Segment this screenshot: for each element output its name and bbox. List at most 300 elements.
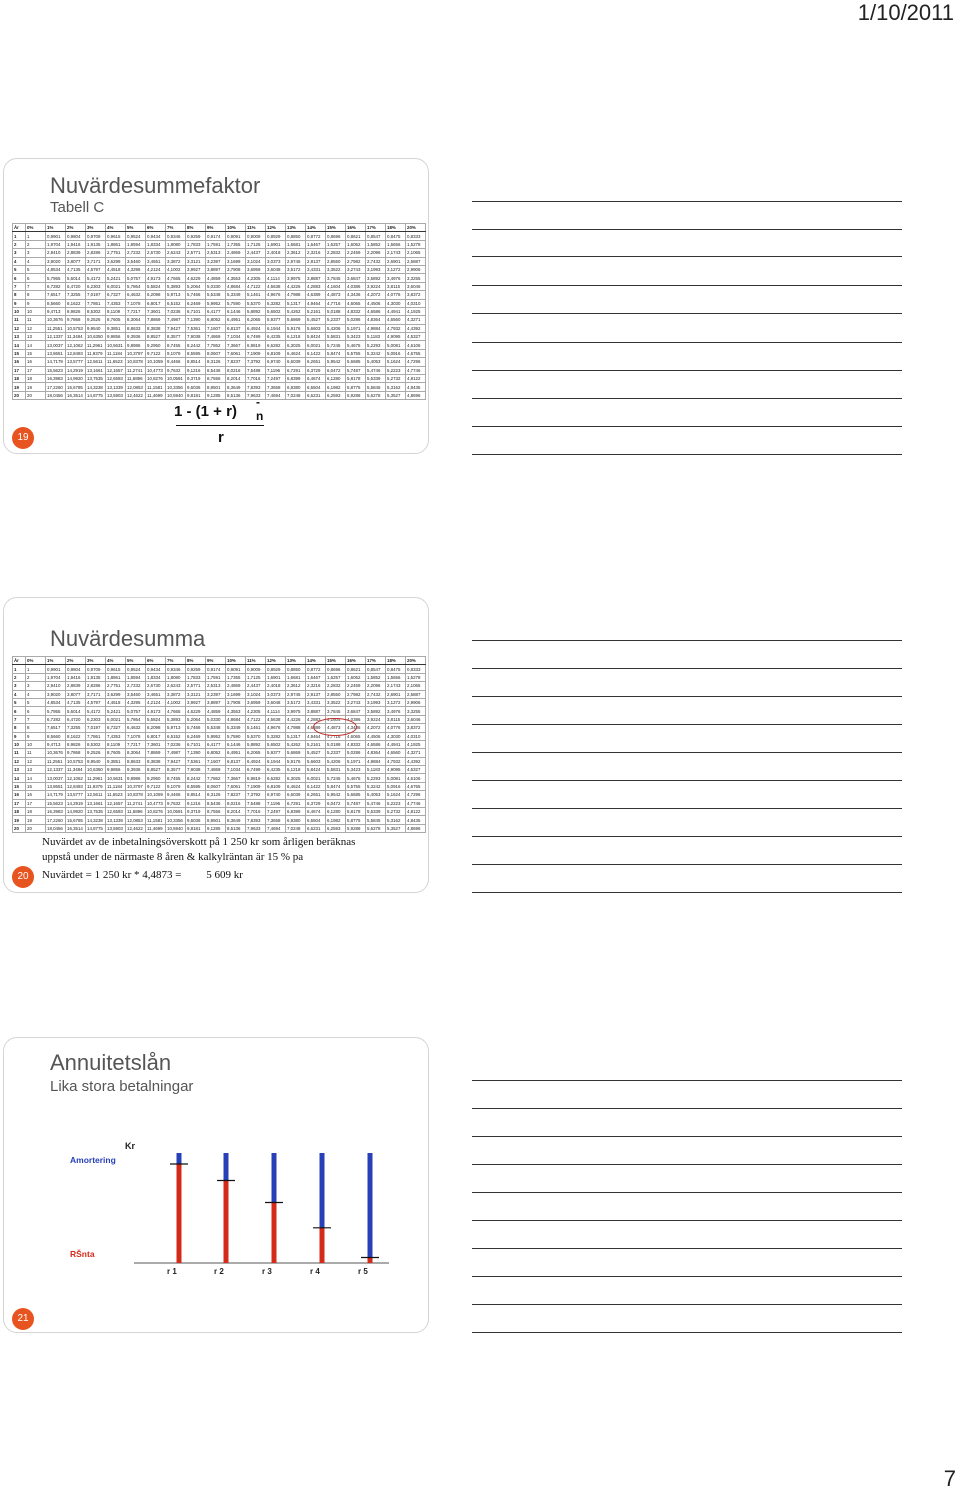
table-cell: 10,8378	[126, 791, 146, 799]
table-cell: 6,1982	[326, 383, 346, 391]
table-cell: 5,8775	[346, 816, 366, 824]
table-cell: 2	[13, 673, 26, 681]
table-cell: 7,0248	[286, 391, 306, 399]
table-row	[13, 724, 426, 732]
table-cell: 15,6785	[66, 383, 86, 391]
table-cell: 9,7868	[66, 316, 86, 324]
column-header: 13%	[286, 224, 306, 232]
table-cell: 7,7217	[126, 307, 146, 315]
table-row	[13, 349, 426, 357]
slide-title: Annuitetslån	[50, 1050, 172, 1075]
note-line	[472, 1304, 902, 1305]
table-cell: 6,8017	[146, 732, 166, 740]
table-cell: 5,3282	[266, 732, 286, 740]
table-cell: 2,8286	[86, 682, 106, 690]
table-cell: 6,6282	[266, 341, 286, 349]
table-cell: 5,3162	[386, 383, 406, 391]
table-cell: 6,2593	[326, 391, 346, 399]
table-cell: 3,4331	[306, 698, 326, 706]
table-row	[13, 375, 426, 383]
table-cell: 5,9952	[206, 299, 226, 307]
table-cell: 10,0591	[166, 375, 186, 383]
table-cell: 1,5656	[386, 240, 406, 248]
table-cell: 7,4353	[106, 299, 126, 307]
table-cell: 5,9713	[166, 724, 186, 732]
table-cell: 13,8651	[46, 782, 66, 790]
table-cell: 5,1461	[246, 291, 266, 299]
table-cell: 8,0216	[226, 799, 246, 807]
table-cell: 5,5348	[206, 291, 226, 299]
table-cell: 4,7716	[326, 732, 346, 740]
table-cell: 10,8378	[126, 358, 146, 366]
table-row	[13, 698, 426, 706]
table-cell: 3,5892	[366, 707, 386, 715]
table-cell: 6,5504	[306, 816, 326, 824]
note-line	[472, 836, 902, 837]
table-cell: 13,8651	[46, 349, 66, 357]
table-cell: 4,3295	[126, 265, 146, 273]
table-cell: 7,0197	[86, 291, 106, 299]
table-cell: 8,3649	[226, 816, 246, 824]
table-cell: 5,6278	[366, 824, 386, 832]
table-cell: 8	[13, 724, 26, 732]
table-cell: 3,1993	[366, 698, 386, 706]
table-cell: 2,7982	[346, 690, 366, 698]
table-cell: 5,1317	[286, 299, 306, 307]
table-cell: 2,7232	[126, 682, 146, 690]
table-cell: 9,7632	[166, 799, 186, 807]
table-cell: 14,8775	[86, 391, 106, 399]
table-cell: 17,2260	[46, 383, 66, 391]
bar-ranta	[368, 1258, 373, 1264]
table-cell: 1,9704	[46, 673, 66, 681]
table-row	[13, 257, 426, 265]
table-cell: 16	[26, 791, 46, 799]
table-cell: 17,2260	[46, 816, 66, 824]
column-header: 16%	[346, 657, 366, 665]
table-cell: 11,4699	[146, 824, 166, 832]
table-cell: 4,6065	[346, 732, 366, 740]
table-cell: 6,6231	[306, 391, 326, 399]
table-cell: 4	[26, 257, 46, 265]
note-line	[472, 201, 902, 202]
table-cell: 4,5327	[406, 766, 426, 774]
table-cell: 0,8621	[346, 232, 366, 240]
table-cell: 6,6282	[266, 774, 286, 782]
table-cell: 13	[13, 766, 26, 774]
note-line	[472, 1332, 902, 1333]
table-cell: 0,8850	[286, 665, 306, 673]
column-header: 3%	[86, 657, 106, 665]
table-cell: 2,9906	[406, 265, 426, 273]
table-cell: 6,4177	[206, 307, 226, 315]
table-cell: 5,4527	[306, 749, 326, 757]
table-cell: 3,6847	[346, 274, 366, 282]
formula-exponent: -n	[256, 395, 264, 423]
table-cell: 4,7122	[246, 715, 266, 723]
table-cell: 1,5656	[386, 673, 406, 681]
table-cell: 7,1909	[246, 782, 266, 790]
table-cell: 7,7016	[246, 808, 266, 816]
table-cell: 3,6046	[406, 282, 426, 290]
table-cell: 2,8550	[326, 690, 346, 698]
table-cell: 5,5831	[326, 333, 346, 341]
table-row	[13, 282, 426, 290]
table-cell: 9,8986	[126, 341, 146, 349]
table-cell: 10,5940	[166, 391, 186, 399]
table-cell: 0,9091	[226, 232, 246, 240]
table-cell: 5,2064	[186, 715, 206, 723]
table-cell: 1,5852	[366, 240, 386, 248]
table-cell: 0,9901	[46, 665, 66, 673]
table-cell: 8,8514	[186, 791, 206, 799]
column-header: 9%	[206, 657, 226, 665]
table-cell: 7,0236	[166, 740, 186, 748]
table-cell: 11,3484	[66, 333, 86, 341]
table-cell: 5,6278	[366, 391, 386, 399]
table-cell: 3,4651	[146, 690, 166, 698]
table-cell: 8,5136	[226, 391, 246, 399]
table-cell: 7,1078	[126, 732, 146, 740]
table-cell: 3,8897	[206, 265, 226, 273]
table-cell: 6,2469	[186, 732, 206, 740]
table-cell: 9,9856	[106, 766, 126, 774]
table-cell: 2,2832	[326, 249, 346, 257]
table-cell: 8,1622	[66, 732, 86, 740]
table-cell: 4,3436	[346, 291, 366, 299]
table-cell: 0,9259	[186, 232, 206, 240]
table-cell: 2,5313	[206, 682, 226, 690]
table-cell: 9,1285	[206, 391, 226, 399]
table-cell: 12	[13, 324, 26, 332]
table-cell: 0,9524	[126, 232, 146, 240]
table-cell: 8	[26, 724, 46, 732]
table-cell: 9,6036	[186, 816, 206, 824]
table-cell: 3,9224	[366, 282, 386, 290]
table-cell: 3,9975	[286, 707, 306, 715]
table-cell: 1,6681	[286, 240, 306, 248]
table-cell: 7,9633	[246, 824, 266, 832]
column-header: 18%	[386, 657, 406, 665]
column-header: 4%	[106, 224, 126, 232]
table-cell: 10	[13, 307, 26, 315]
table-cell: 5,5755	[346, 782, 366, 790]
table-cell: 1,6052	[346, 673, 366, 681]
table-cell: 6,9740	[266, 358, 286, 366]
table-cell: 4,2305	[246, 274, 266, 282]
table-cell: 6,8399	[286, 808, 306, 816]
table-cell: 5,0916	[386, 349, 406, 357]
table-cell: 8,7605	[106, 749, 126, 757]
table-cell: 10	[13, 740, 26, 748]
table-cell: 0,9346	[166, 665, 186, 673]
table-cell: 5,2161	[306, 740, 326, 748]
table-cell: 7,9038	[186, 333, 206, 341]
table-cell: 7	[13, 715, 26, 723]
table-cell: 8,8514	[186, 358, 206, 366]
table-cell: 6,7327	[106, 724, 126, 732]
table-cell: 5	[26, 265, 46, 273]
table-cell: 5,9176	[286, 324, 306, 332]
table-cell: 3	[13, 249, 26, 257]
table-cell: 0,9434	[146, 665, 166, 673]
table-cell: 4,1925	[406, 307, 426, 315]
table-cell: 5,5348	[206, 724, 226, 732]
table-cell: 6,8399	[286, 375, 306, 383]
table-cell: 2,9137	[306, 257, 326, 265]
table-row	[13, 707, 426, 715]
table-cell: 10,1059	[146, 791, 166, 799]
table-cell: 10,0591	[166, 808, 186, 816]
table-cell: 4,5797	[86, 698, 106, 706]
table-cell: 6,6231	[306, 824, 326, 832]
table-cell: 13	[26, 333, 46, 341]
table-cell: 5,0188	[326, 307, 346, 315]
table-cell: 4,4941	[386, 307, 406, 315]
table-cell: 6,0021	[106, 282, 126, 290]
table-cell: 11,2741	[126, 799, 146, 807]
table-cell: 4,2305	[246, 707, 266, 715]
table-cell: 6,1218	[286, 766, 306, 774]
table-cell: 1,6467	[306, 240, 326, 248]
table-cell: 5	[26, 698, 46, 706]
table-cell: 6,4951	[226, 316, 246, 324]
table-cell: 0,8850	[286, 232, 306, 240]
note-line	[472, 1276, 902, 1277]
table-cell: 2,5887	[406, 257, 426, 265]
table-row	[13, 808, 426, 816]
table-cell: 4,0776	[386, 291, 406, 299]
table-cell: 5,4053	[366, 791, 386, 799]
table-cell: 11,1184	[106, 782, 126, 790]
bar-amortering	[177, 1153, 182, 1164]
table-cell: 4,4392	[406, 324, 426, 332]
table-cell: 4,3553	[226, 274, 246, 282]
table-cell: 12,1337	[46, 766, 66, 774]
table-cell: 10,8276	[146, 375, 166, 383]
table-cell: 3,1699	[226, 690, 246, 698]
table-cell: 6,4720	[66, 715, 86, 723]
table-cell: 12,4622	[126, 824, 146, 832]
table-cell: 4,1604	[326, 715, 346, 723]
table-cell: 3,5460	[126, 257, 146, 265]
table-cell: 4,7746	[406, 366, 426, 374]
table-cell: 8,3838	[146, 757, 166, 765]
table-cell: 3,8115	[386, 715, 406, 723]
table-cell: 3	[26, 682, 46, 690]
bar-amortering	[320, 1153, 325, 1228]
table-cell: 4,7716	[326, 299, 346, 307]
table-cell: 2,4018	[266, 682, 286, 690]
table-cell: 7,4869	[206, 333, 226, 341]
table-cell: 4,9095	[386, 333, 406, 341]
table-header-row	[13, 224, 426, 232]
table-cell: 6,5152	[166, 299, 186, 307]
table-cell: 1,7125	[246, 673, 266, 681]
column-header: 4%	[106, 657, 126, 665]
table-cell: 6,7327	[106, 291, 126, 299]
table-cell: 4,6229	[186, 274, 206, 282]
table-cell: 4,5327	[406, 333, 426, 341]
table-cell: 10,4773	[146, 799, 166, 807]
note-line	[472, 640, 902, 641]
table-cell: 8,3126	[206, 358, 226, 366]
table-cell: 5,4262	[286, 740, 306, 748]
table-cell: 13,1661	[86, 366, 106, 374]
table-cell: 6,4177	[206, 740, 226, 748]
table-cell: 10,6350	[86, 766, 106, 774]
column-header: 10%	[226, 657, 246, 665]
table-cell: 0,8772	[306, 232, 326, 240]
note-line	[472, 285, 902, 286]
note-line	[472, 256, 902, 257]
table-cell: 20	[26, 824, 46, 832]
table-cell: 11,6523	[106, 791, 126, 799]
table-cell: 1,8594	[126, 673, 146, 681]
table-cell: 9,2950	[146, 774, 166, 782]
table-cell: 4,6229	[186, 707, 206, 715]
table-cell: 12,1657	[106, 799, 126, 807]
table-cell: 13,0037	[46, 341, 66, 349]
table-cell: 4,1114	[266, 707, 286, 715]
column-header: 17%	[366, 657, 386, 665]
table-cell: 4,8696	[406, 824, 426, 832]
table-cell: 4,6065	[346, 299, 366, 307]
table-cell: 7,1607	[206, 757, 226, 765]
table-cell: 3	[13, 682, 26, 690]
legend-amortering: Amortering	[70, 1155, 116, 1165]
table-cell: 7,1607	[206, 324, 226, 332]
table-cell: 4,6586	[366, 740, 386, 748]
table-cell: 3,1272	[386, 265, 406, 273]
table-cell: 5,4262	[286, 307, 306, 315]
table-cell: 4,1604	[326, 282, 346, 290]
table-row	[13, 366, 426, 374]
table-cell: 1	[26, 665, 46, 673]
table-cell: 3,0373	[266, 257, 286, 265]
table-cell: 5,3893	[166, 282, 186, 290]
table-cell: 5,4675	[346, 341, 366, 349]
table-cell: 6,4235	[266, 333, 286, 341]
table-row	[13, 358, 426, 366]
table-cell: 6,1982	[326, 816, 346, 824]
table-cell: 3,4976	[386, 274, 406, 282]
table-cell: 2,5887	[406, 690, 426, 698]
table-cell: 6,9380	[286, 383, 306, 391]
table-cell: 3,6046	[406, 715, 426, 723]
table-cell: 14	[26, 774, 46, 782]
table-cell: 6,4924	[246, 324, 266, 332]
table-cell: 5,1971	[346, 757, 366, 765]
note-line	[472, 752, 902, 753]
table-cell: 9,4713	[46, 740, 66, 748]
column-header: 15%	[326, 657, 346, 665]
table-cell: 6,1446	[226, 740, 246, 748]
table-cell: 4,3295	[126, 698, 146, 706]
table-cell: 10,1059	[146, 358, 166, 366]
table-cell: 16	[13, 791, 26, 799]
table-cell: 14	[13, 774, 26, 782]
table-cell: 12,5611	[86, 791, 106, 799]
column-header: 7%	[166, 657, 186, 665]
table-cell: 11,1184	[106, 349, 126, 357]
table-cell: 4,6586	[366, 307, 386, 315]
table-cell: 0,9524	[126, 665, 146, 673]
table-cell: 3,8077	[66, 690, 86, 698]
table-cell: 5,1971	[346, 324, 366, 332]
table-cell: 1,9135	[86, 673, 106, 681]
column-header: 7%	[166, 224, 186, 232]
table-cell: 4,5638	[266, 282, 286, 290]
table-cell: 2,7232	[126, 249, 146, 257]
table-cell: 7,3792	[246, 358, 266, 366]
table-cell: 7,3601	[146, 307, 166, 315]
table-cell: 7,5488	[246, 799, 266, 807]
column-header: 17%	[366, 224, 386, 232]
column-header: 2%	[66, 657, 86, 665]
table-cell: 7,8237	[226, 358, 246, 366]
table-cell: 1,7833	[186, 240, 206, 248]
table-cell: 7,1390	[186, 749, 206, 757]
table-cell: 15	[13, 782, 26, 790]
table-cell: 9,8181	[186, 824, 206, 832]
table-cell: 5,0330	[206, 282, 226, 290]
table-cell: 6,0021	[306, 341, 326, 349]
table-cell: 7,5488	[246, 366, 266, 374]
table-cell: 1,9704	[46, 240, 66, 248]
table-cell: 2,8839	[66, 682, 86, 690]
table-cell: 5,5831	[326, 766, 346, 774]
table-cell: 5,1624	[386, 358, 406, 366]
table-row	[13, 690, 426, 698]
table-cell: 4,8332	[346, 740, 366, 748]
table-cell: 1,7833	[186, 673, 206, 681]
table-cell: 5,0757	[126, 707, 146, 715]
table-row	[13, 333, 426, 341]
table-cell: 5,8892	[246, 307, 266, 315]
table-cell: 7,5361	[186, 757, 206, 765]
table-cell: 4,8684	[226, 715, 246, 723]
table-cell: 5,7590	[226, 732, 246, 740]
table-cell: 6,2098	[146, 291, 166, 299]
note-line	[472, 1136, 902, 1137]
table-cell: 8,3064	[126, 749, 146, 757]
column-header: 11%	[246, 657, 266, 665]
table-cell: 18	[26, 808, 46, 816]
table-cell: 6,9740	[266, 791, 286, 799]
table-cell: 7,3658	[266, 816, 286, 824]
table-cell: 5,9377	[266, 316, 286, 324]
table-cell: 3,2743	[346, 265, 366, 273]
table-cell: 0,9009	[246, 232, 266, 240]
table-cell: 8,9826	[66, 307, 86, 315]
table-cell: 4,7665	[166, 274, 186, 282]
table-cell: 0,8772	[306, 665, 326, 673]
table-cell: 18	[13, 375, 26, 383]
table-cell: 13,5777	[66, 358, 86, 366]
table-cell: 6,8017	[146, 299, 166, 307]
table-cell: 2,3612	[286, 249, 306, 257]
table-cell: 0,8696	[326, 232, 346, 240]
table-cell: 5,7955	[46, 707, 66, 715]
table-cell: 17	[26, 799, 46, 807]
table-cell: 12	[13, 757, 26, 765]
table-cell: 12	[26, 324, 46, 332]
table-cell: 9,3851	[106, 757, 126, 765]
table-cell: 6	[13, 274, 26, 282]
column-header: 0%	[26, 224, 46, 232]
table-cell: 12,8493	[66, 782, 86, 790]
